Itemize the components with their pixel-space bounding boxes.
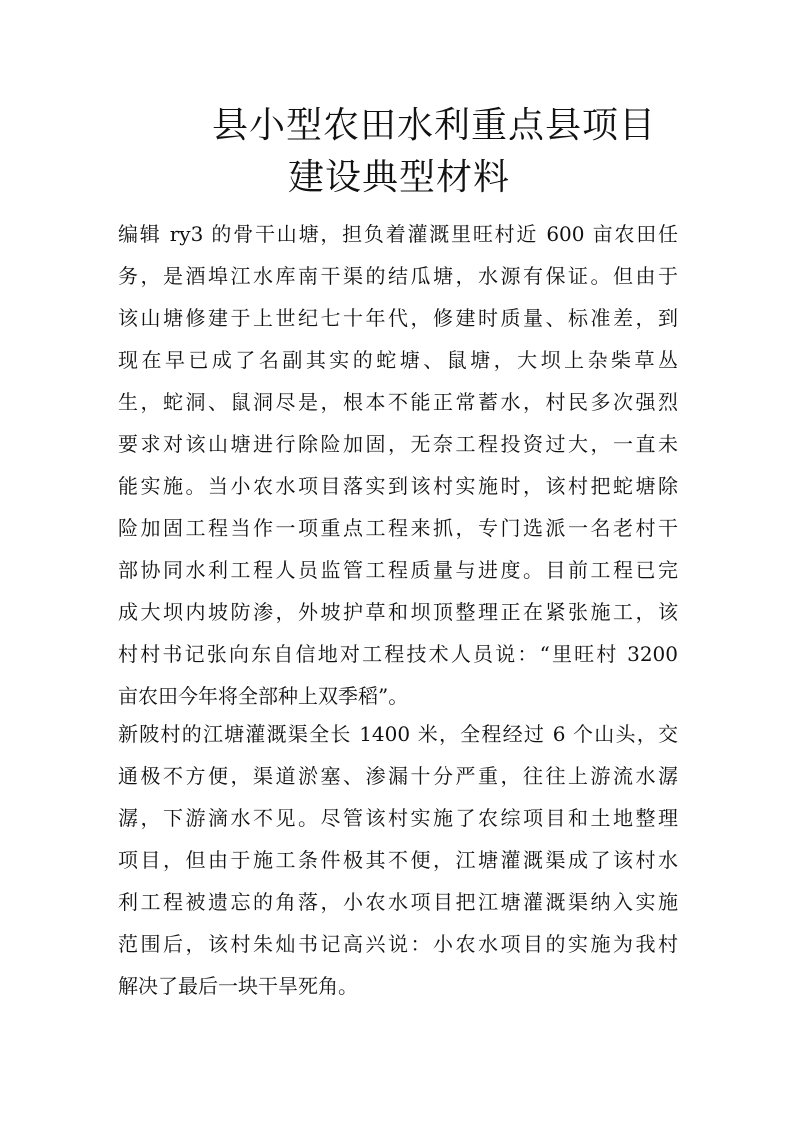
paragraph-1-line: 编辑 ry3 的骨干山塘，担负着灌溉里旺村近 600 亩农田任 — [118, 222, 678, 246]
paragraph-2-line: 范围后，该村朱灿书记高兴说：小农水项目的实施为我村 — [118, 932, 678, 956]
document-title-line-1: 县小型农田水利重点县项目 — [212, 105, 657, 146]
paragraph-1-line: 要求对该山塘进行除险加固，无奈工程投资过大，一直未 — [118, 432, 678, 456]
paragraph-1-line: 生，蛇洞、鼠洞尽是，根本不能正常蓄水，村民多次强烈 — [118, 390, 678, 414]
paragraph-1-line: 部协同水利工程人员监管工程质量与进度。目前工程已完 — [118, 558, 678, 582]
paragraph-2-line: 解决了最后一块干旱死角。 — [118, 974, 358, 998]
paragraph-1-line: 该山塘修建于上世纪七十年代，修建时质量、标准差，到 — [118, 306, 678, 330]
paragraph-2-line: 项目，但由于施工条件极其不便，江塘灌溉渠成了该村水 — [118, 848, 678, 872]
paragraph-2-line: 新陂村的江塘灌溉渠全长 1400 米，全程经过 6 个山头，交 — [118, 722, 678, 746]
paragraph-2-line: 潺，下游滴水不见。尽管该村实施了农综项目和土地整理 — [118, 806, 678, 830]
paragraph-1-line: 现在早已成了名副其实的蛇塘、鼠塘，大坝上杂柴草丛 — [118, 348, 678, 372]
paragraph-1-line: 亩农田今年将全部种上双季稻”。 — [118, 684, 409, 708]
paragraph-1-line: 险加固工程当作一项重点工程来抓，专门选派一名老村干 — [118, 516, 678, 540]
paragraph-1-line: 成大坝内坡防渗，外坡护草和坝顶整理正在紧张施工，该 — [118, 600, 678, 624]
paragraph-1-line: 村村书记张向东自信地对工程技术人员说：“里旺村 3200 — [118, 642, 678, 666]
document-title-line-2: 建设典型材料 — [288, 157, 511, 198]
paragraph-2-line: 利工程被遗忘的角落，小农水项目把江塘灌溉渠纳入实施 — [118, 890, 678, 914]
paragraph-1-line: 能实施。当小农水项目落实到该村实施时，该村把蛇塘除 — [118, 474, 678, 498]
paragraph-2-line: 通极不方便，渠道淤塞、渗漏十分严重，往往上游流水潺 — [118, 764, 678, 788]
paragraph-1-line: 务，是酒埠江水库南干渠的结瓜塘，水源有保证。但由于 — [118, 264, 678, 288]
